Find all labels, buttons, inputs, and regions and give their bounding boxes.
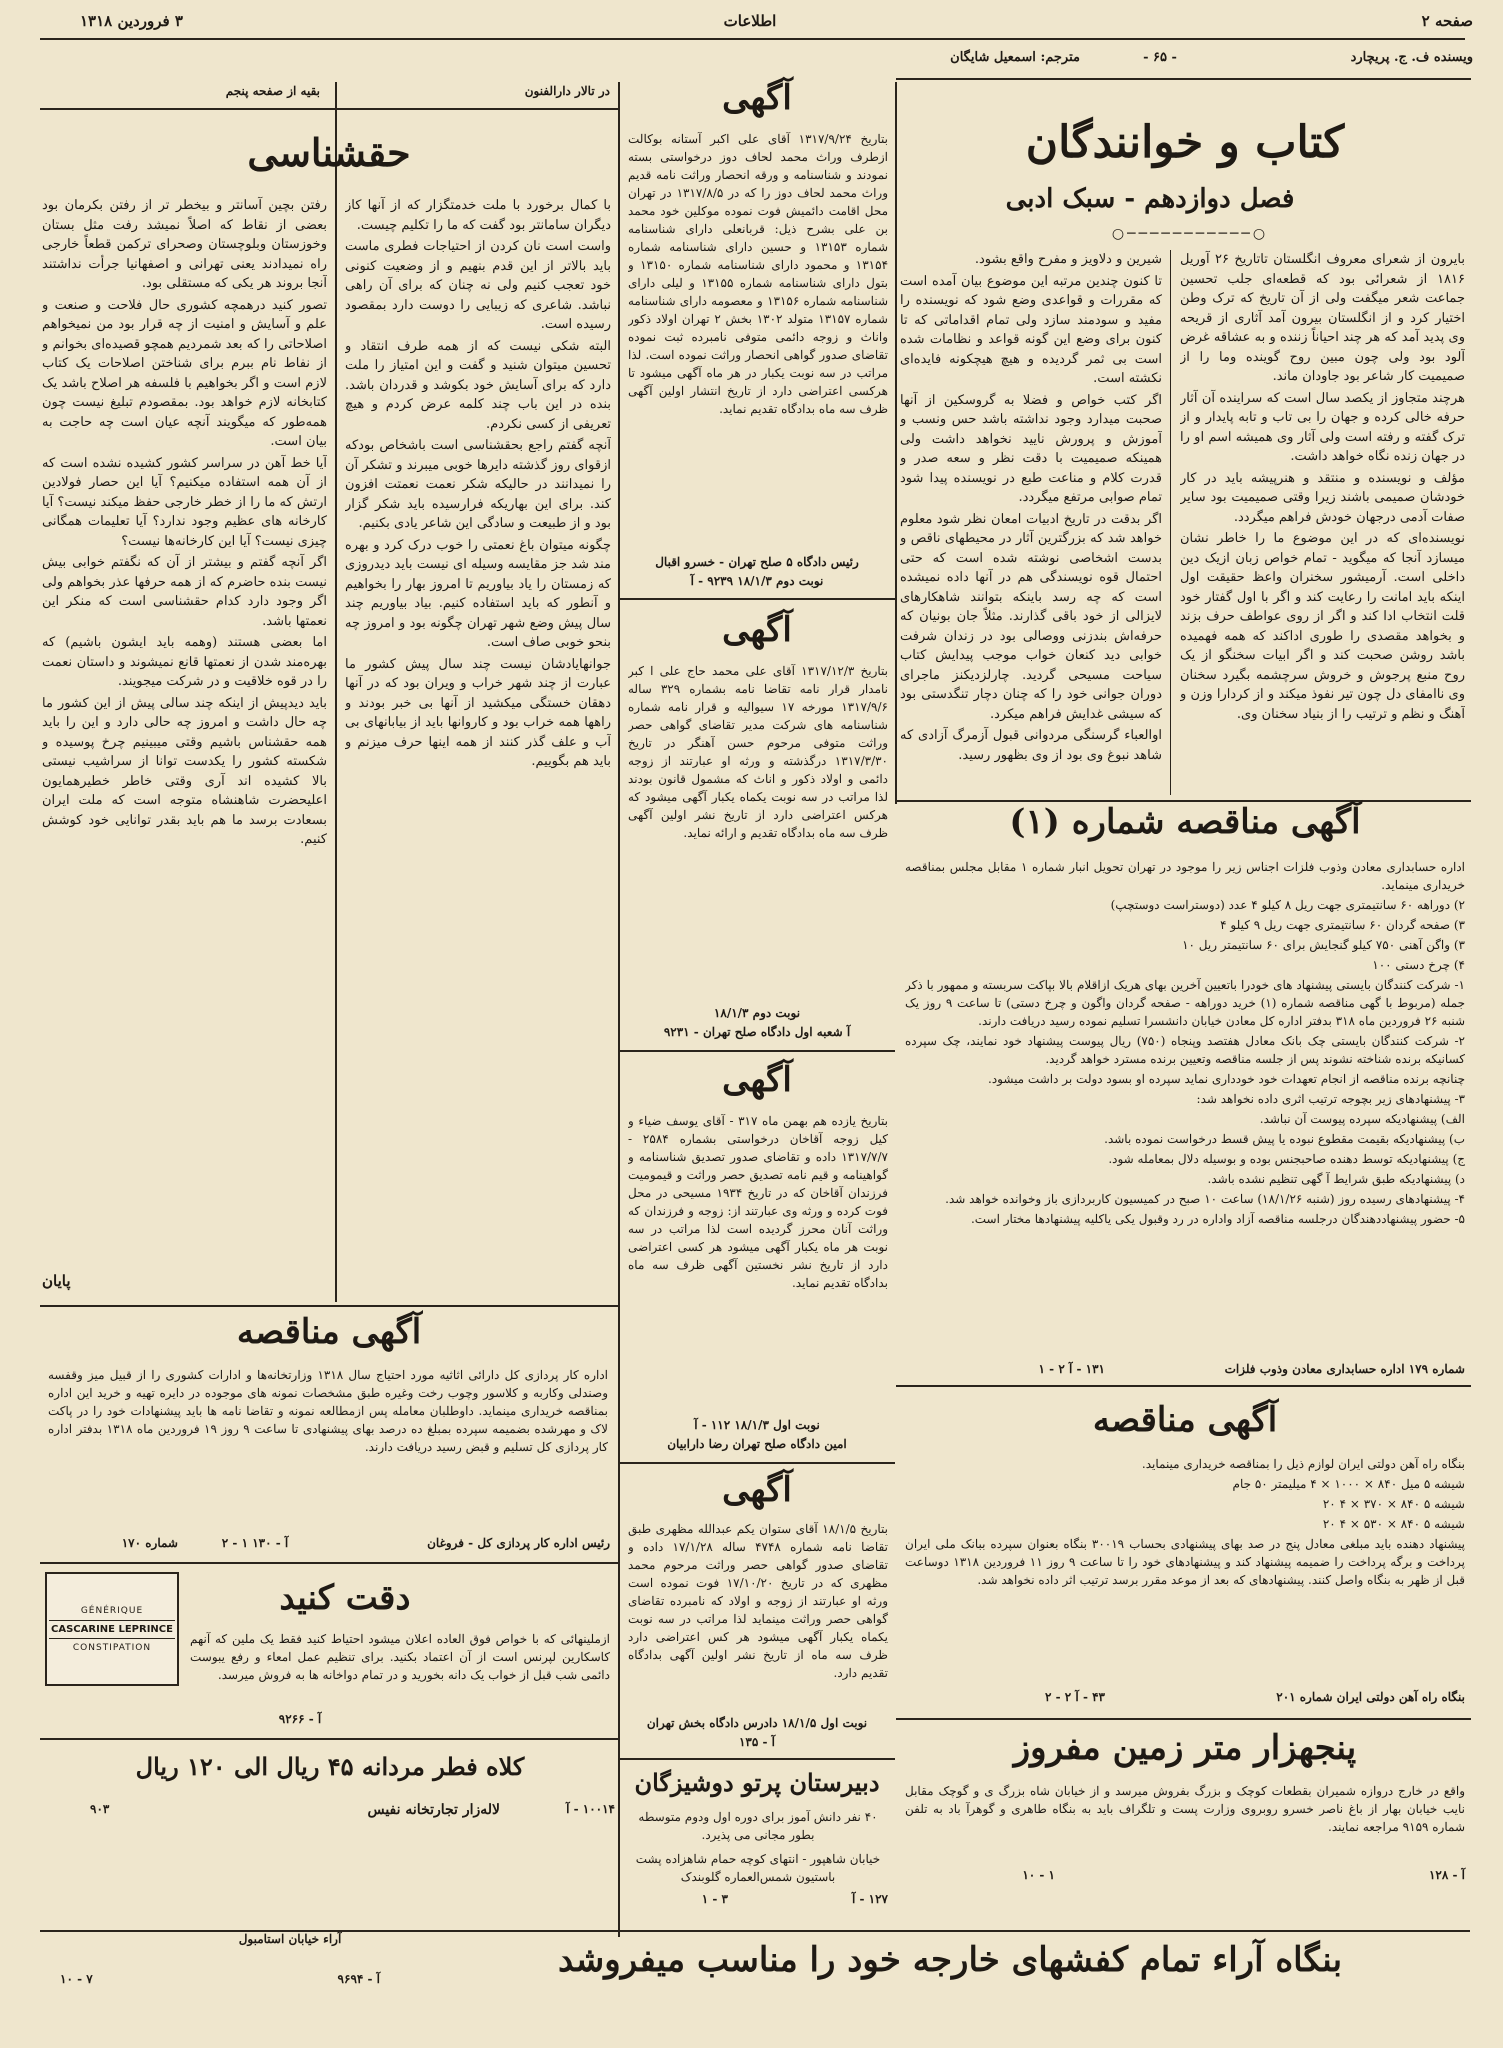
essay-body-left: با کمال برخورد با ملت خدمتگزار که از آنها کاز دیگران سامانتر بود گفت که ما را تکلیم چیست. واست است نان کردن از احتیاجات فطری ماست باید بالاتر از این قدم بنهیم و از وضعیت کنونی خود تعجب کنیم ولی نه چنان که برای آن راهی نباشد. شاعری که زیبایی را دوست دارد بمقصود رسیده است. البته شکی نیست که از همه طرف انتقاد و تحسین میتوان شنید و گفت و این امتیاز را ملت دارد که برای آسایش خود بکوشد و قدردان باشد. بنده در این باب چند کلمه عرض کردم و هیچ تعریفی از کسی نکردم. آنچه گفتم راجع بحقشناسی است باشخاص بودکه ازقوای روز گذشته دایرها خوبی میبرند و تشکر آن را نمیدانند در حالیکه شکر نعمت نعمتت افزون کند. برای این بهاریکه فرارسیده باید شکر گزار بود و از طبیعت و سادگی این شاعر یادی بکنیم. چگونه میتوان باغ نعمتی را خوب درک کرد و بهره مند شد جز مقایسه وسیله ای نیست باید دیدروزی که زمستان را یاد بیاوریم تا امروز بهار را بخواهیم و آنطور که باید استفاده کنیم. بیاد بیاوریم چند سال پیش وضع شهر تهران چگونه بود و امروز چه بنحو خوبی صاف است. جوانهایادشان نیست چند سال پیش کشور ما عبارت از چند شهر خراب و ویران بود که در آنها دهقان خستگی میکشید از آنها بی خبر بودند و راهها همه خراب بود و کاروانها باید از بیابانهای بی آب و علف گذر کنند از همه اینها حرف میزنم و باید هم بگوییم. — [345, 198, 611, 769]
tender2-title: آگهی مناقصه — [1092, 1400, 1278, 1440]
ad4-footer2: ۱۳۵ - آ — [738, 1735, 775, 1749]
land-title: پنجهزار متر زمین مفروز — [1013, 1728, 1357, 1768]
tender2-footer-right: بنگاه راه آهن دولتی ایران شماره ۲۰۱ — [1276, 1690, 1465, 1704]
column-divider — [335, 82, 337, 1302]
notice-footer: ۹۲۶۶ - آ — [278, 1712, 322, 1726]
issue-date: ۳ فروردین ۱۳۱۸ — [80, 12, 183, 30]
ad1-footer: رئیس دادگاه ۵ صلح تهران - خسرو اقبال — [655, 555, 859, 569]
land-footer-right: آ - ۱۲۸ — [1428, 1868, 1465, 1882]
ad2-footer2: ۹۲۳۱ - آ شعبه اول دادگاه صلح تهران — [663, 1025, 851, 1039]
ad3-footer: نوبت اول ۱۸/۱/۳ ۱۱۲ - آ — [694, 1418, 820, 1432]
ad1-body: بتاریخ ۱۳۱۷/۹/۲۴ آقای علی اکبر آستانه بوکالت ازطرف وراث محمد لحاف دوز درخواستی بسته نمودند و شناسنامه و ورقه انحصار وراثت نامه قدیم وراث محمد لحاف دوز را که در ۱۳۱۷/۸/۵ در تهران محل اقامت دائمیش فوت نموده موکلین خود محمد بن علی بشرح ذیل: قربانعلی دارای شناسنامه شماره ۱۳۱۵۳ و حسین دارای شناسنامه شماره ۱۳۱۵۴ و محمود دارای شناسنامه شماره ۱۳۱۵۰ و بتول دارای شناسنامه شماره ۱۳۱۵۵ و لیلی دارای شناسنامه شماره ۱۳۱۵۶ و معصومه دارای شناسنامه شماره ۱۳۱۵۷ متولد ۱۳۰۲ بخش ۲ تهران اولاد ذکور واناث و زوجه دائمی متوفی نامبرده ثبت نموده تقاضای صدور گواهی انحصار وراثت نموده است. لذا مراتب در سه نوبت یکبار در هر ماه آگهی میشود تا هرکسی اعتراضی دارد از تاریخ انتشار اولین آگهی ظرف سه ماه بدادگاه تقدیم نماید. — [628, 132, 888, 416]
ad4-title: آگهی — [722, 1470, 792, 1510]
notice-title: دقت کنید — [279, 1578, 411, 1618]
tender3-title: آگهی مناقصه — [236, 1312, 422, 1352]
rule — [620, 1050, 895, 1052]
rule — [896, 1385, 1471, 1387]
tender3-footer-right: رئیس اداره کار پردازی کل - فروغان — [427, 1536, 610, 1550]
land-body: واقع در خارج دروازه شمیران بقطعات کوچک و بزرگ بفروش میرسد و از خیابان شاه بزرگ ی و گوچک مقابل نایب خیابان بهار از باغ ناصر خسرو روبروی وزارت پست و تلگراف باید به بنگاه طاهری و گوهرآ باد به تلفن شماره ۹۱۵۹ مراجعه نمایند. — [905, 1784, 1465, 1834]
ad4-body: بتاریخ ۱۸/۱/۵ آقای ستوان یکم عبدالله مظهری طبق تقاضا نامه شماره ۴۷۴۸ ساله ۱۷/۱/۲۸ داده و تقاضای صدور گواهی حصر وراثت مرحوم محمد مظهری که در تاریخ ۱۷/۱۰/۲۰ فوت نموده است ورثه او عبارتند از زوجه و اولاد که نامبرده تقاضای گواهی حصر وراثت مینماید لذا مراتب در سه نوبت یکماه یکبار آگهی میشود هر کس اعتراضی دارد ظرف سه ماه از تاریخ نشر اولین آگهی بدادگاه تقدیم دارد. — [628, 1522, 888, 1680]
hats-shop: لاله‌زار تجارتخانه نفیس — [367, 1802, 500, 1818]
land-footer-left: ۱ - ۱۰ — [1022, 1868, 1055, 1882]
essay-body-right: رفتن بچین آسانتر و بیخطر تر از رفتن بکرمان بود بعضی از نقاط که اصلاً نمیشد رفت مثل بستان وخوزستان وبلوچستان وصحرای ترکمن قطعاً خارجی راه نمیدادند یعنی تهرانی و اصفهانیا جرأت نداشتند آنجا بروند هر یکی که مستقلی بود. تصور کنید درهمچه کشوری حال فلاحت و صنعت و علم و آسایش و امنیت از چه قرار بود من نمیخواهم اصلاحاتی را که بعد شمردیم همچو قصیده‌ای بخوانم و از نفاط نام ببرم برای شناختن اصلاحات یک کتاب لازم است و اگر بخواهیم با فلسفه هر اصلاح باشد یک کتابخانه لازم خواهد بود. بمقصودم تبلیغ نیست چون همه‌طور که میگویند آنچه عیان است چه حاجت به بیان است. آیا خط آهن در سراسر کشور کشیده نشده است که از آن همه استفاده میکنیم؟ آیا این حصار فولادین ارتش که ما را از خطر خارجی حفظ میکند نیست؟ آیا کارخانه های عظیم وجود ندارد؟ آیا تعلیمات همگانی چیزی نیست؟ آیا این کارخانه‌ها نیست؟ اگر آنچه گفتم و بیشتر از آن که نگفتم خوابی بیش نیست بنده حاضرم که از همه حرفها عذر بخواهم ولی اگر وجود دارد کدام حقشناسی است که منکر این نعمتها باشد. اما بعضی هستند (وهمه باید ایشون باشیم) که بهره‌مند شدن از نعمتها قانع نمیشوند و داستان نعمت را در قوه خلاقیت و در شرکت میجویند. باید دیدپیش از اینکه چند سالی پیش از این کشور ما چه حال داشت و امروز چه حالی دارد و این را باید همه حقشناس باشیم وقتی میبینیم چرخ پوسیده و شکسته کشور را یکدست توانا از سراشیب نیستی بالا کشیده اند آری وقتی خاطر خطیرهمایون اعلیحضرت شاهنشاه متوجه است که ملت ایران بسعادت برسد ما هم باید بقدر توانایی خود کوشش کنیم. — [42, 198, 327, 847]
tender2-body: بنگاه راه آهن دولتی ایران لوازم ذیل را بمناقصه خریداری مینماید. شیشه ۵ میل ۸۴۰ × ۱۰۰۰ × ۴ میلیمتر ۵۰ جام شیشه ۵ ۸۴۰ × ۳۷۰ × ۴ ۲۰ شیشه ۵ ۸۴۰ × ۵۳۰ × ۴ ۲۰ پیشنهاد دهنده باید مبلغی معادل پنج در صد بهای پیشنهادی بحساب ۳۰۰۱۹ بنگاه بعنوان سپرده ببانک ملی ایران پرداخت و برگه پرداخت را ضمیمه پیشنهاد کند و پیشنهادهای خود را تا ساعت ۹ روز ۱۱ فروردین ۱۳۱۸ دوساعت قبل از ظهر به بنگاه واصل کنند. پیشنهادهای که بعد از موعد مقرر برسد ترتیب اثر داده نخواهد شد. — [905, 1457, 1465, 1587]
tender3-footer-mid: آ - ۱۳۰ ۱ - ۲ — [221, 1536, 289, 1550]
page-number: صفحه ۲ — [1421, 12, 1473, 30]
hats-num: ۱۰۰۱۴ - آ — [566, 1802, 615, 1816]
essay-title: حقشناسی — [247, 130, 411, 175]
school-footer-left: ۳ - ۱ — [701, 1892, 728, 1906]
stamp-top: GÉNÉRIQUE — [80, 1605, 144, 1616]
hats-left: ۹۰۳ — [90, 1802, 110, 1816]
rule — [40, 108, 618, 110]
article-author: ویسنده ف. ج. پریچارد — [1350, 50, 1473, 65]
tender1-footer-right: شماره ۱۷۹ اداره حسابداری معادن وذوب فلزات — [1224, 1362, 1465, 1376]
bottom-banner-title: بنگاه آراء تمام کفشهای خارجه خود را مناسب میفروشد — [557, 1940, 1343, 1980]
ad2-title: آگهی — [722, 610, 792, 650]
rule — [620, 1462, 895, 1464]
ad1-title: آگهی — [722, 78, 792, 118]
ad4-footer: نوبت اول ۱۸/۱/۵ دادرس دادگاه بخش تهران — [646, 1716, 868, 1730]
bottom-num: آ - ۹۶۹۴ — [337, 1972, 380, 1986]
hats-title: کلاه فطر مردانه ۴۵ ریال الی ۱۲۰ ریال — [135, 1752, 525, 1781]
stamp-brand: CASCARINE LEPRINCE — [49, 1620, 175, 1639]
ad3-body: بتاریخ یازده هم بهمن ماه ۳۱۷ - آقای یوسف ضیاء و کیل زوجه آقاخان درخواستی بشماره ۲۵۸۴ - ۱۳۱۷/۷/۷ داده و تقاضای صدور تصدیق شناسنامه و گواهینامه و قیم نامه تصدیق حصر وراثت و قیمومیت فرزندان آقاخان که در تاریخ ۱۹۳۴ مسیحی در محل فوت کرده و ورثه وی عبارتند از: زوجه و فرزندان که وراثت آنان محرز گردیده است لذا مراتب در سه نوبت هر ماه یکبار آگهی میشود هر کسی اعتراضی دارد از تاریخ نشر نخستین آگهی ظرف سه ماه بدادگاه تقدیم نماید. — [628, 1114, 888, 1290]
bottom-address: آراء خیابان استامبول — [238, 1932, 342, 1946]
continue-note: بقیه از صفحه پنجم — [225, 84, 320, 98]
school-address: خیابان شاهپور - انتهای کوچه حمام شاهزاده پشت باستیون شمس‌العماره گلوبندک — [635, 1852, 881, 1884]
rule — [620, 1758, 895, 1760]
paper-name: اطلاعات — [723, 12, 777, 30]
ad2-footer: نوبت دوم ۱۸/۱/۳ — [713, 1006, 801, 1020]
ad3-title: آگهی — [722, 1060, 792, 1100]
tender3-body: اداره کار پردازی کل دارائی اثاثیه مورد احتیاج سال ۱۳۱۸ وزارتخانه‌ها و ادارات کشوری را از قبیل میز وقفسه وصندلی وکاربه و کلاسور وچوب رخت وغیره طبق مشخصات نمونه های موجوده در دایره تهیه و خرید این اداره بمناقصه خریداری مینماید. داوطلبان معامله پس ازمطالعه نمونه و تقاضا نامه ها باید پیشنهادات خود را در پاکت لاک و مهرشده بضمیمه سپرده بمبلغ ده درصد بهای پیشنهادی تا ساعت ۹ روز ۱۹ فروردین ماه ۱۳۱۸ بدفتر اداره کار پردازی کل تسلیم و قبض رسید دریافت دارند. — [48, 1368, 608, 1454]
rule — [40, 1738, 618, 1740]
tender1-footer-left: ۱۳۱ - آ ۲ - ۱ — [1038, 1362, 1105, 1376]
bottom-left: ۱۰ - ۷ — [60, 1972, 93, 1986]
column-divider — [618, 82, 620, 1937]
ad3-footer2: امین دادگاه صلح تهران رضا دارابیان — [667, 1437, 847, 1451]
cascarine-stamp — [45, 1572, 179, 1686]
tender3-footer-num: شماره ۱۷۰ — [121, 1536, 178, 1550]
school-footer-right: ۱۲۷ - آ — [851, 1892, 888, 1906]
stamp-sub: CONSTIPATION — [72, 1642, 152, 1653]
tender1-body: اداره حسابداری معادن وذوب فلزات اجناس زیر را موجود در تهران تحویل انبار شماره ۱ مقابل مجلس بمناقصه خریداری مینماید. ۲) دوراهه ۶۰ سانتیمتری جهت ریل ۸ کیلو ۴ عدد (دوستراست دوستچپ) ۳) صفحه گردان ۶۰ سانتیمتری جهت ریل ۹ کیلو ۴ ۳) واگن آهنی ۷۵۰ کیلو گنجایش برای ۶۰ سانتیمتر ریل ۱۰ ۴) چرخ دستی ۱۰۰ ۱- شرکت کنندگان بایستی پیشنهاد های خودرا باتعیین آخرین بهای هریک ازاقلام بالا بپاکت سربسته و ممهور با ذکر جمله (مربوط با گهی مناقصه شماره (۱) خرید دوراهه - صفحه گردان واگون و چرخ دستی) تا ساعت ۹ روز یک شنبه ۲۶ فروردین ماه ۳۱۸ بدفتر اداره کل معادن خیابان دانشسرا تسلیم نموده رسید دریافت دارند. ۲- شرکت کنندگان بایستی چک بانک معادل هفتصد وپنجاه (۷۵۰) ریال پیوست پیشنهاد خود نمایند، چک سپرده کسانیکه برنده شناخته نشوند پس از جلسه مناقصه وتعیین برنده مسترد خواهد گردید. چنانچه برنده مناقصه از انجام تعهدات خود خودداری نماید سپرده او بسود دولت بر داشت میشود. ۳- پیشنهادهای زیر بچوجه ترتیب اثری داده نخواهد شد: الف) پیشنهادیکه سپرده پیوست آن نباشد. ب) پیشنهادیکه بقیمت مقطوع نبوده یا پیش قسط درخواست نموده باشد. ج) پیشنهادیکه توسط دهنده صاحبجنس بوده و بوسیله دلال بمعامله شود. د) پیشنهادیکه طبق شرایط آ گهی تنظیم نشده باشد. ۴- پیشنهادهای رسیده روز (شنبه ۱۸/۱/۲۶) ساعت ۱۰ صبح در کمیسیون کاربردازی باز وخوانده خواهد شد. ۵- حضور پیشنهاددهندگان درجلسه مناقصه آزاد واداره در رد وقبول یکی یاکلیه پیشنهادها مختار است. — [905, 860, 1465, 1226]
rule — [896, 1718, 1471, 1720]
school-title: دبیرستان پرتو دوشیزگان — [634, 1768, 880, 1797]
article-subtitle: فصل دوازدهم - سبک ادبی — [1005, 184, 1295, 214]
article-title: کتاب و خوانندگان — [1025, 117, 1345, 168]
column-divider — [895, 82, 897, 804]
rule — [620, 598, 895, 600]
tender2-footer-left: ۴۳ - آ ۲ - ۲ — [1045, 1690, 1105, 1704]
rule — [896, 78, 1471, 80]
article-translator: مترجم: اسمعیل شایگان — [950, 50, 1080, 65]
school-body: ۴۰ نفر دانش آموز برای دوره اول ودوم متوسطه بطور مجانی می پذیرد. — [638, 1810, 878, 1842]
rule — [40, 1305, 618, 1307]
article-number: - ۶۵ - — [1143, 50, 1177, 65]
section-subtitle: در تالار دارالفنون — [524, 84, 610, 98]
tender1-title: آگهی مناقصه شماره (۱) — [1009, 802, 1361, 842]
article-body-left: شیرین و دلاویز و مفرح واقع بشود. تا کنون چندین مرتبه این موضوع بیان آمده است که مقررات و قواعدی وضع شود که نویسنده را مفید و سودمند سازد ولی تمام اقداماتی که تا کنون برای وضع این گونه قواعد و نظامات شده است بی ثمر گردیده و هیچ هیچکونه فایده‌ای نکشته است. اگر کتب خواص و فضلا به گروسکین از آنها صحبت میدارد وجود نداشته باشد حس ونسب و آموزش و پرورش نایید نخواهد داشت ولی همینکه صمیمیت با دقت نظر و سعه صدر و قدرت کلام و مناعت طبع در نویسنده پیدا شود تمام صوابی مرتفع میگردد. اگر بدقت در تاریخ ادبیات امعان نظر شود معلوم خواهد شد که بزرگترین آثار در محیطهای ناقص و بدست اشخاصی نوشته شده است که حتی احتمال قوه نویسندگی هم در آنها داده نمیشده است که چه رسد باینکه بتوانند شاهکارهای لایزالی از خود باقی گذارند. مثلاً جان بونیان که حرفه‌اش بندزنی ووصالی بود در زندان شرفت خوابی دید کنعان خواب موجب پیدایش کتاب سیاحت مسیحی گردید. چارلزدیکنز ماجرای دوران جوانی خود را که چنان دچار تنگدستی بود که سیشی غدایش فراهم میکرد. اوالعباء گرسنگی مردوانی قبول آزمرگ آزادی که شاهد نبوغ وی بود از وی بظهور رسید. — [900, 252, 1162, 763]
rule — [40, 1562, 618, 1564]
essay-end: پایان — [42, 1272, 71, 1290]
ornament: ○───────────○ — [1111, 226, 1269, 242]
ad1-footer2: نوبت دوم ۱۸/۱/۳ ۹۲۳۹ - آ — [690, 574, 824, 588]
notice-body: ازملینهائی که با خواص فوق العاده اعلان میشود احتیاط کنید فقط یک ملین که آنهم کاسکارین لپرنس است از آن اعتماد بکنید. برای تنظیم عمل امعاء و رفع یبوست دائمی شب قبل از خواب یک دانه بخورید و در تمام دواخانه ها به فروش میرسد. — [190, 1632, 610, 1682]
ad2-body: بتاریخ ۱۳۱۷/۱۲/۳ آقای علی محمد حاج علی ا کبر نامدار قرار نامه تقاضا نامه بشماره ۳۲۹ ساله ۱۳۱۷/۹/۶ مورخه ۱۷ سیوالیه و قرار نامه شماره شناسنامه های شرکت مدیر تقاضای گواهی حصر وراثت متوفی مرحوم حسن آهنگر در تاریخ ۱۳۱۷/۳/۳۰ درگذشته و ورثه او عبارتند از زوجه دائمی و اولاد ذکور و اناث که مشمول قانون بودند لذا مراتب در سه نوبت یکماه یکبار آگهی میشود که هرکس اعتراضی دارد از تاریخ نشر اولین آگهی ظرف سه ماه بدادگاه تقدیم و ارائه نماید. — [628, 664, 888, 840]
article-body-right: بایرون از شعرای معروف انگلستان تاتاریخ ۲۶ آوریل ۱۸۱۶ از شعرائی بود که قطعه‌ای جلب تحسین جماعت شعر میگفت ولی از آن تاریخ که ترک وطن اختیار کرد و از انگلستان بیرون آمد آثاری از قریحه وی پدید آمد که هر چند احیاناً زننده و به عشاقه غرض آلود بود ولی چون مبین روح گوینده وما را از صمیمیت کار شاعر بود جاودان ماند. هرچند متجاوز از یکصد سال است که سراینده آن آثار حرفه خالی کرده و جهان را بی تاب و تابه پایدار و از ترک گفته و رفته است ولی آثار وی همیشه اسم او را در جهان زنده نگاه خواهد داشت. مؤلف و نویسنده و منتقد و هنرپیشه باید در کار خودشان صمیمی باشند زیرا وقتی صمیمیت بود سایر صفات آدمی درجهان خودش فراهم میگردد. نویسنده‌ای که در این موضوع ما را خاطر نشان میسازد آنجا که میگوید - تمام خواص زبان ازیک دین داخلی است. آرمیشور سخنران واعظ حقیقت اول اینکه باید امانت را رعایت کند و اگر با اول گفتار خود قلت انتخاب ادا کند و اگر از روی عواطف حرف بزند و بخواهد مقصدی را طوری اداکند که همه فهمیده باشد روشن صحبت کند و اگر ابیات سخنگو از یک روح منبع پرجوش و خروش سرچشمه بگیرد سخنان وی ناامفای دل چون تیر نفوذ میکند و از کردارا وزن و آهنگ و نظم و ترتیب را از بنیاد سخنان وی. — [1180, 252, 1465, 722]
inner-divider — [1170, 250, 1171, 795]
header-rule — [40, 38, 1465, 40]
